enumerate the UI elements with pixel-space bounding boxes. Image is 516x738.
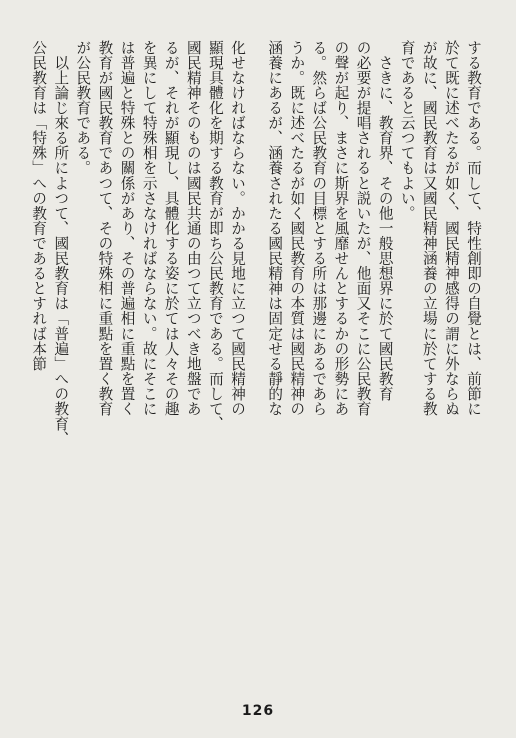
text-line: 化せなければならない。かかる見地に立つて國民精神の — [229, 40, 246, 417]
text-line: るが、それが顯現し、具體化する姿に於ては人々その趣 — [162, 40, 180, 417]
text-line: 以上論じ來る所によつて、國民教育は「普遍」への教育、 — [52, 40, 70, 447]
text-line: の聲が起り、まさに斯界を風靡せんとするかの形勢にあ — [332, 40, 350, 417]
text-line: る。然らば公民教育の目標とする所は那邊にあるであら — [310, 40, 328, 417]
text-line — [262, 40, 263, 694]
text-line: 教育が國民教育であつて、その特殊相に重點を置く教育 — [96, 40, 114, 417]
text-line: 育であると云つてもよい。 — [398, 40, 416, 221]
text-line: する教育である。而して、特性創即の自覺とは、前節に — [465, 40, 482, 417]
text-line: 於て既に述べたるが如く、國民精神感得の謂に外ならぬ — [442, 40, 460, 417]
text-line: 顯現具體化を期する教育が即ち公民教育である。而して、 — [206, 40, 224, 432]
text-line: 涵養にあるが、涵養されたる國民精神は固定せる靜的な — [266, 40, 284, 417]
text-line: が故に、國民教育は又國民精神涵養の立場に於てする教 — [420, 40, 438, 417]
text-line: さきに、教育界、その他一般思想界に於て國民教育 — [376, 40, 394, 402]
text-line: の必要が提唱されると説いたが、他面又そこに公民教育 — [354, 40, 372, 417]
right-text-column — [262, 40, 484, 694]
text-line: は普遍と特殊との關係があり、その普遍相に重點を置く — [118, 40, 136, 417]
text-line: うか。既に述べたるが如く國民教育の本質は國民精神の — [288, 40, 306, 417]
text-line: が公民教育である。 — [74, 40, 92, 176]
text-line: 國民精神そのものは國民共通の由つて立つべき地盤であ — [184, 40, 202, 417]
text-line — [26, 40, 27, 694]
left-text-column — [26, 40, 248, 694]
text-line: 公民教育は「特殊」への教育であるとすれば本節 — [30, 40, 48, 372]
page-number: 126 — [241, 703, 275, 719]
text-line: を異にして特殊相を示さなければならない。故にそこに — [140, 40, 158, 417]
